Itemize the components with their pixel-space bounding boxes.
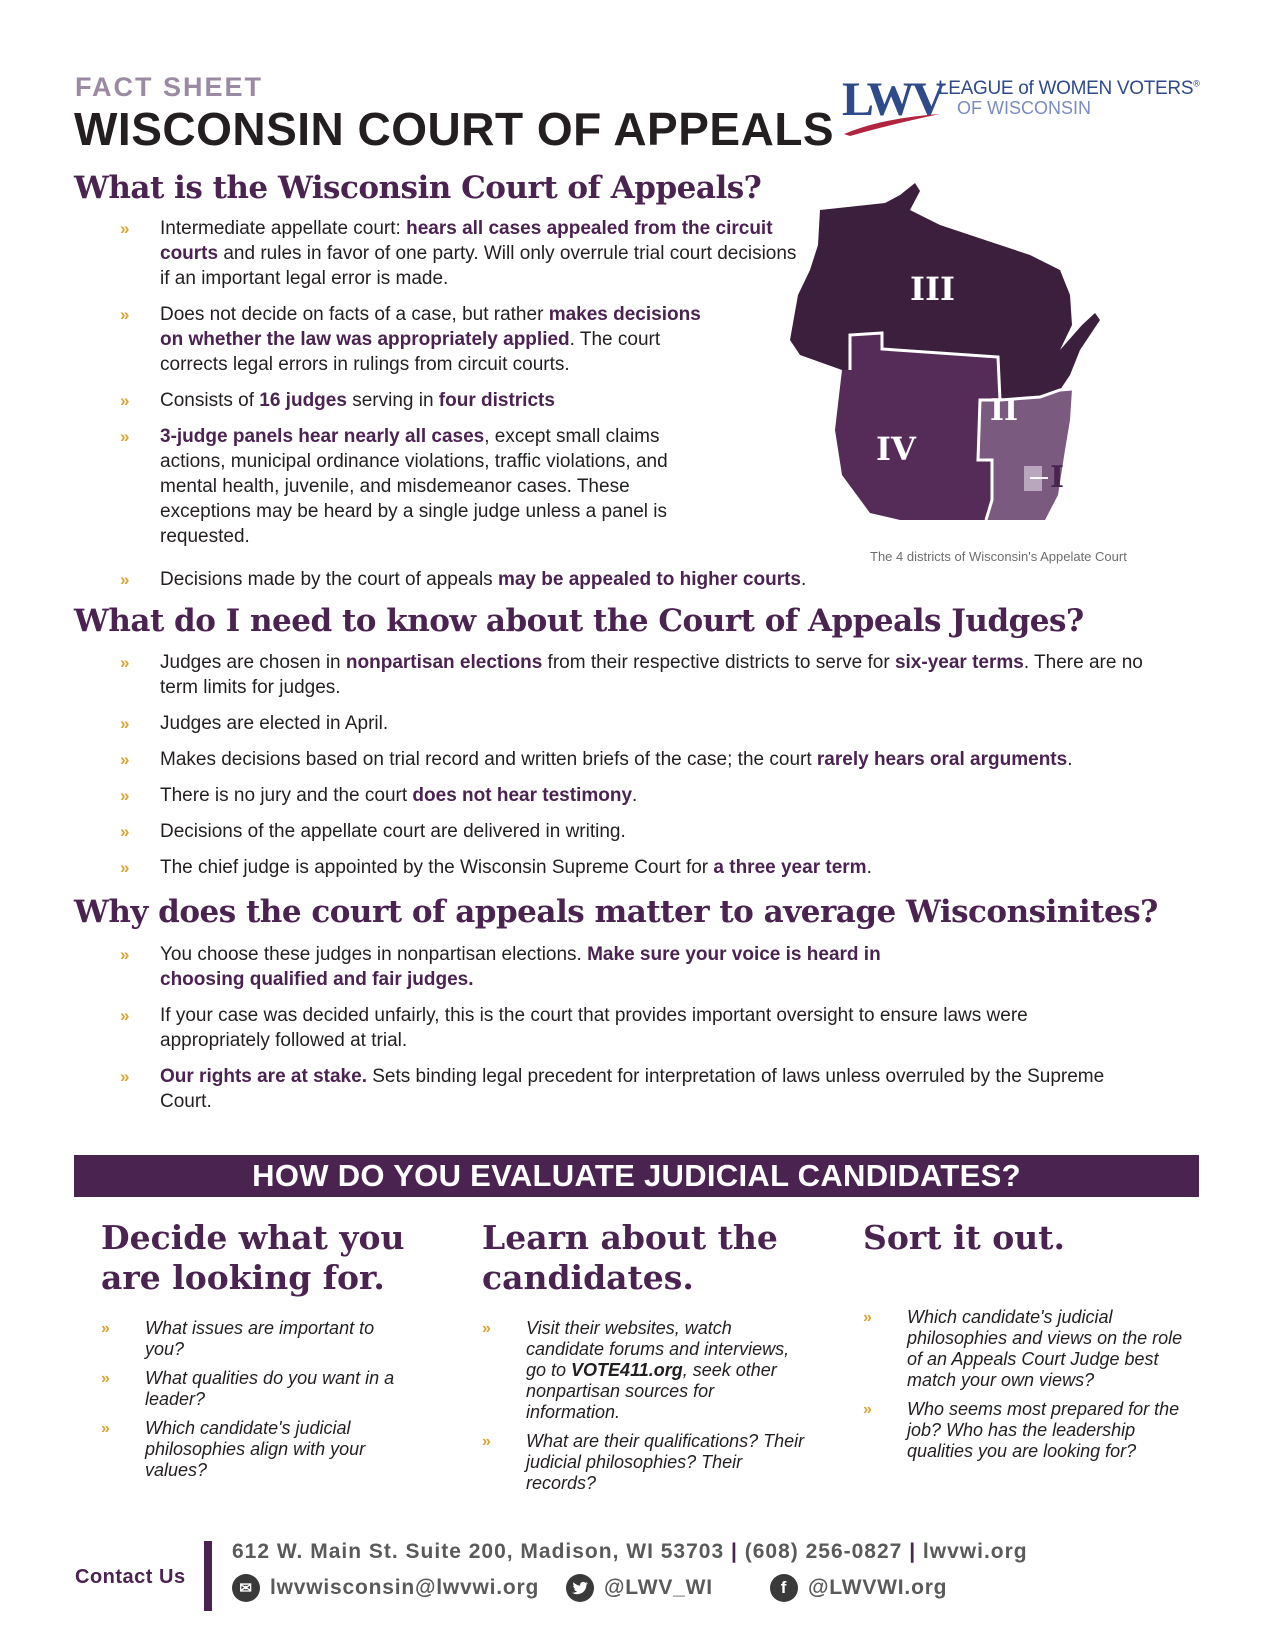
chevron-icon: » (482, 1433, 491, 1450)
chevron-icon: » (120, 1006, 130, 1025)
section-what-is-heading: What is the Wisconsin Court of Appeals? (74, 170, 762, 206)
district-iv-region (835, 333, 1000, 520)
contact-divider (204, 1541, 212, 1611)
chevron-icon: » (120, 714, 130, 733)
chevron-icon: » (482, 1320, 491, 1337)
facebook-icon: f (770, 1574, 798, 1602)
email-link[interactable]: lwvwisconsin@lwvwi.org (270, 1576, 540, 1599)
contact-facebook[interactable] (770, 1574, 947, 1602)
list-item: » Who seems most prepared for the job? Who has the leadership qualities you are looking for? (863, 1399, 1180, 1461)
chevron-icon: » (120, 858, 130, 877)
list-item: » 3-judge panels hear nearly all cases, except small claims actions, municipal ordinance violations, traffic violations, and mental health, juvenile, and misdemeanor cases. These exceptions may be heard by a single judge unless a panel is requested. (120, 426, 668, 547)
wisconsin-districts-map (790, 175, 1150, 545)
chevron-icon: » (120, 822, 130, 841)
list-item: » Does not decide on facts of a case, but rather makes decisions on whether the law was appropriately applied. The court corrects legal errors in rulings from circuit courts. (120, 304, 701, 375)
chevron-icon: » (120, 570, 130, 589)
twitter-icon (566, 1574, 594, 1602)
chevron-icon: » (120, 1067, 130, 1086)
chevron-icon: » (863, 1309, 872, 1326)
chevron-icon: » (120, 391, 130, 410)
list-item: » Which candidate's judicial philosophies align with your values? (101, 1418, 366, 1480)
address: 612 W. Main St. Suite 200, Madison, WI 53703 (232, 1540, 725, 1563)
column-sort-list (863, 1307, 1183, 1470)
list-item: » What qualities do you want in a leader? (101, 1368, 395, 1409)
map-label-iii: III (910, 270, 955, 308)
logo-mark: LWV (842, 73, 944, 126)
chevron-icon: » (101, 1420, 110, 1437)
section-what-is-list-end (120, 567, 880, 603)
list-item: » What issues are important to you? (101, 1318, 375, 1359)
chevron-icon: » (120, 750, 130, 769)
contact-twitter[interactable] (566, 1574, 713, 1602)
list-item: » Makes decisions based on trial record and written briefs of the case; the court rarely hears oral arguments. (120, 749, 1073, 770)
section-what-is-list (120, 216, 800, 560)
list-item: » Visit their websites, watch candidate forums and interviews, go to VOTE411.org, seek other nonpartisan sources for information. (482, 1318, 790, 1422)
logo-line1: LEAGUE of WOMEN VOTERS® (938, 78, 1200, 99)
list-item: » Judges are elected in April. (120, 713, 389, 734)
section-judges-heading: What do I need to know about the Court of Appeals Judges? (74, 603, 1084, 639)
contact-address-line (232, 1540, 1028, 1564)
fact-sheet-label: FACT SHEET (75, 72, 264, 102)
chevron-icon: » (120, 305, 130, 324)
facebook-handle[interactable]: @LWVWI.org (808, 1576, 948, 1599)
list-item: » Consists of 16 judges serving in four districts (120, 390, 555, 411)
list-item: » Intermediate appellate court: hears all cases appealed from the circuit courts and rules in favor of one party. Will only overrule trial court decisions if an important legal error is made. (120, 218, 797, 289)
chevron-icon: » (101, 1370, 110, 1387)
list-item: » Decisions of the appellate court are delivered in writing. (120, 821, 626, 842)
list-item: » There is no jury and the court does not hear testimony. (120, 785, 638, 806)
column-learn-list (482, 1318, 812, 1502)
phone: (608) 256-0827 (744, 1540, 903, 1563)
list-item: » You choose these judges in nonpartisan elections. Make sure your voice is heard in choosing qualified and fair judges. (120, 944, 881, 990)
map-caption: The 4 districts of Wisconsin's Appelate Court (870, 549, 1127, 564)
column-sort-title: Sort it out. (863, 1218, 1065, 1257)
section-why-matters-heading: Why does the court of appeals matter to average Wisconsinites? (74, 894, 1158, 930)
contact-us-label: Contact Us (75, 1566, 186, 1588)
map-label-ii: II (990, 393, 1019, 428)
vote411-link[interactable]: VOTE411.org (571, 1360, 683, 1380)
chevron-icon: » (863, 1401, 872, 1418)
logo-line2: OF WISCONSIN (957, 98, 1091, 118)
column-learn-title: Learn about the candidates. (482, 1218, 778, 1297)
logo-swoosh-icon (842, 114, 942, 136)
section-judges-list (120, 650, 1160, 891)
column-decide-list (101, 1318, 411, 1489)
column-decide-title: Decide what you are looking for. (101, 1218, 405, 1297)
list-item: » If your case was decided unfairly, this is the court that provides important oversight to ensure laws were appropriately followed at trial. (120, 1005, 1028, 1051)
list-item: » Which candidate's judicial philosophies and views on the role of an Appeals Court Judge best match your own views? (863, 1307, 1183, 1390)
chevron-icon: » (120, 945, 130, 964)
evaluate-candidates-banner: HOW DO YOU EVALUATE JUDICIAL CANDIDATES? (74, 1155, 1199, 1197)
list-item: » The chief judge is appointed by the Wisconsin Supreme Court for a three year term. (120, 857, 872, 878)
chevron-icon: » (101, 1320, 110, 1337)
list-item: » What are their qualifications? Their judicial philosophies? Their records? (482, 1431, 805, 1493)
email-icon: ✉ (232, 1574, 260, 1602)
website-link[interactable]: lwvwi.org (922, 1540, 1028, 1563)
twitter-handle[interactable]: @LWV_WI (604, 1576, 713, 1599)
map-label-iv: IV (876, 430, 916, 468)
chevron-icon: » (120, 653, 130, 672)
separator: | (731, 1540, 738, 1563)
list-item: » Our rights are at stake. Sets binding legal precedent for interpretation of laws unless overruled by the Supreme Court. (120, 1066, 1105, 1112)
section-why-matters-list (120, 942, 1140, 1125)
chevron-icon: » (120, 427, 130, 446)
list-item: » Decisions made by the court of appeals may be appealed to higher courts. (120, 569, 807, 590)
page-title: WISCONSIN COURT OF APPEALS (74, 103, 835, 155)
chevron-icon: » (120, 786, 130, 805)
list-item: » Judges are chosen in nonpartisan elections from their respective districts to serve for six-year terms. There are no term limits for judges. (120, 652, 1143, 698)
chevron-icon: » (120, 219, 130, 238)
contact-email[interactable] (232, 1574, 539, 1602)
lwv-logo (842, 70, 1202, 150)
separator: | (909, 1540, 917, 1563)
map-label-i: I (1050, 460, 1065, 495)
